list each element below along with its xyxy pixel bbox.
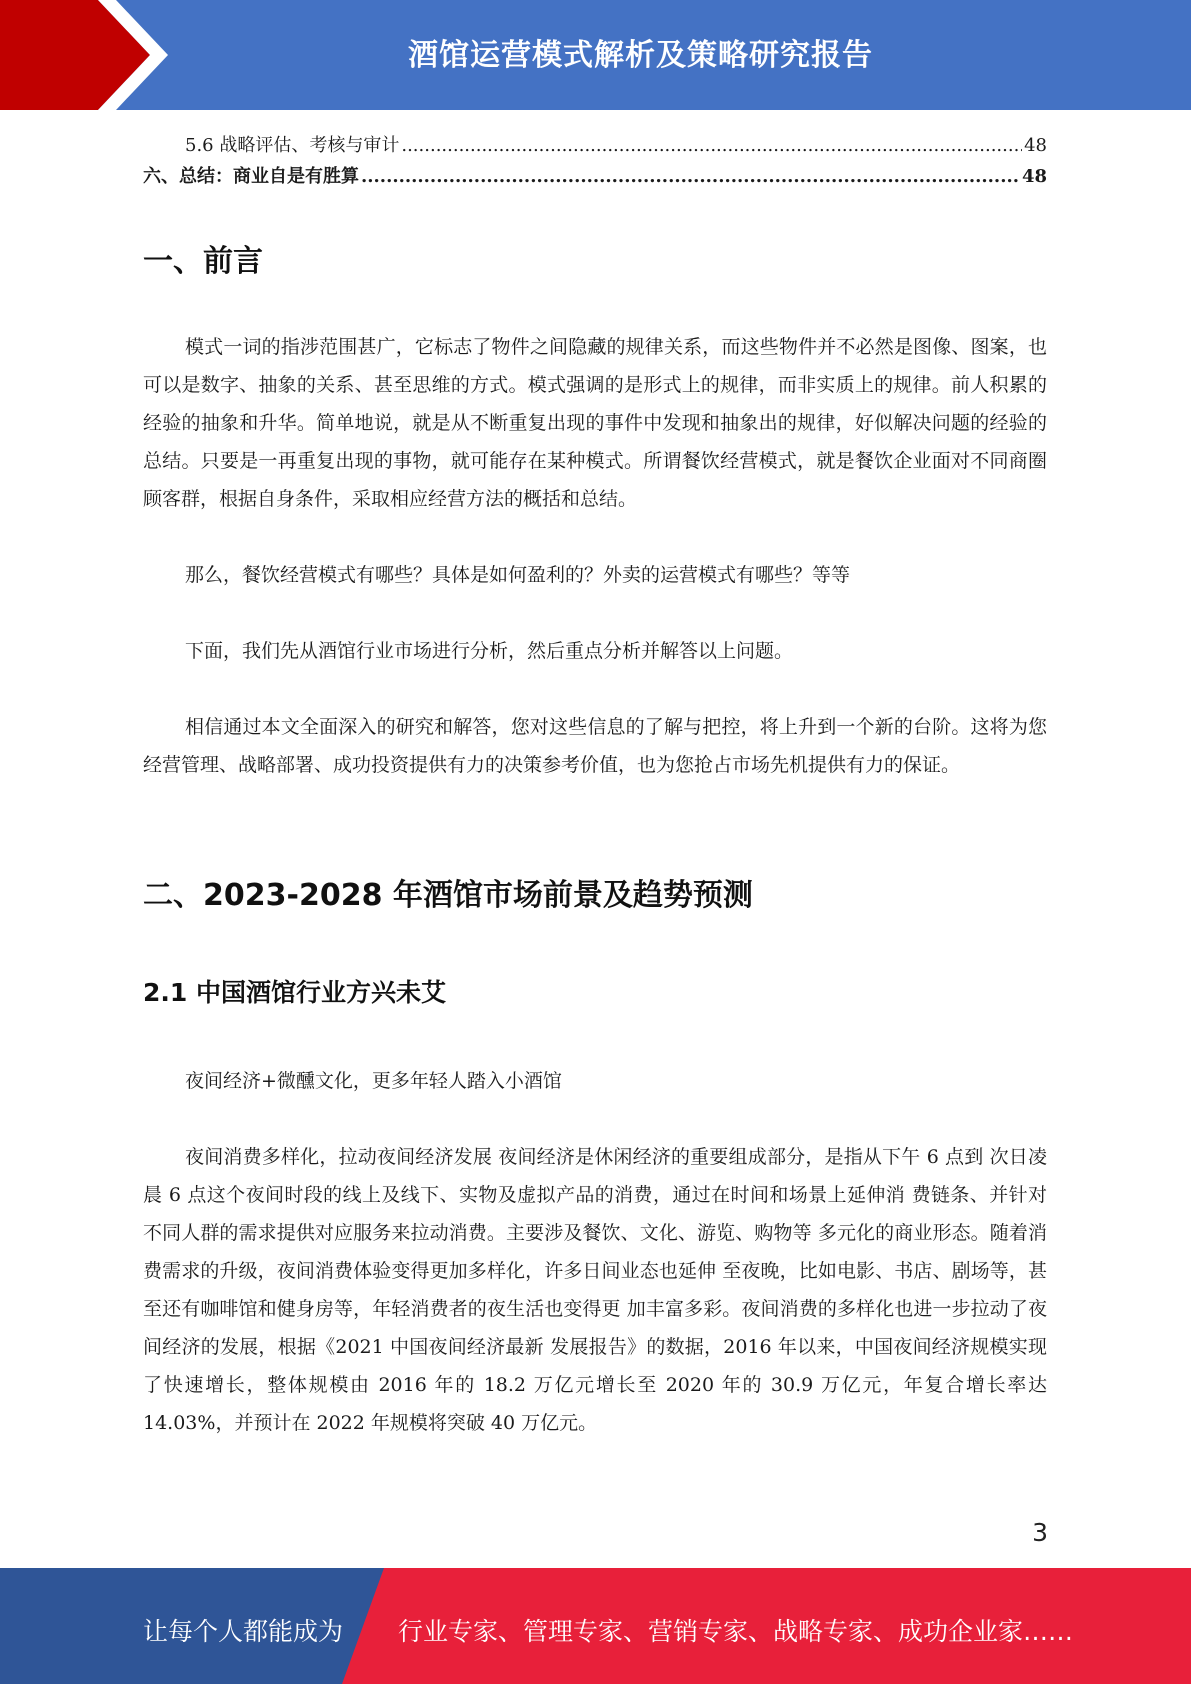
toc-leader-dots <box>361 166 1020 187</box>
body-paragraph: 相信通过本文全面深入的研究和解答，您对这些信息的了解与把控，将上升到一个新的台阶。这将为您经营管理、战略部署、成功投资提供有力的决策参考价值，也为您抢占市场先机提供有力的保证。 <box>143 716 1047 776</box>
body-paragraph: 那么，餐饮经营模式有哪些？具体是如何盈利的？外卖的运营模式有哪些？等等 <box>185 564 851 586</box>
body-paragraph: 模式一词的指涉范围甚广，它标志了物件之间隐藏的规律关系，而这些物件并不必然是图像、图案，也可以是数字、抽象的关系、甚至思维的方式。模式强调的是形式上的规律，而非实质上的规律。前人积累的经验的抽象和升华。简单地说，就是从不断重复出现的事件中发现和抽象出的规律，好似解决问题的经验的总结。只要是一再重复出现的事物，就可能存在某种模式。所谓餐饮经营模式，就是餐饮企业面对不同商圈顾客群，根据自身条件，采取相应经营方法的概括和总结。 <box>143 336 1047 510</box>
subsection-heading: 2.1 中国酒馆行业方兴未艾 <box>143 978 446 1007</box>
page-number: 3 <box>1032 1518 1048 1547</box>
toc-entry[interactable] <box>143 162 1047 188</box>
toc-leader-dots <box>401 135 1022 156</box>
toc-entry-label: 5.6 战略评估、考核与审计 <box>185 135 400 156</box>
section-heading: 一、前言 <box>143 244 263 279</box>
toc-entry-label: 六、总结：商业自是有胜算 <box>143 166 359 187</box>
body-paragraph: 夜间经济+微醺文化，更多年轻人踏入小酒馆 <box>185 1070 562 1092</box>
toc-entry-page: 48 <box>1024 135 1047 156</box>
body-paragraph: 下面，我们先从酒馆行业市场进行分析，然后重点分析并解答以上问题。 <box>185 640 794 662</box>
page-header <box>0 0 1191 110</box>
toc-entry-page: 48 <box>1021 166 1047 187</box>
section-heading: 二、2023-2028 年酒馆市场前景及趋势预测 <box>143 878 753 913</box>
toc-entry[interactable] <box>143 131 1047 157</box>
footer-slogan-right: 行业专家、管理专家、营销专家、战略专家、成功企业家…… <box>398 1617 1074 1646</box>
body-paragraph: 夜间消费多样化，拉动夜间经济发展 夜间经济是休闲经济的重要组成部分，是指从下午 6 点到 次日凌晨 6 点这个夜间时段的线上及线下、实物及虚拟产品的消费，通过在时间和场景上延伸消 费链条、并针对不同人群的需求提供对应服务来拉动消费。主要涉及餐饮、文化、游览、购物等 多元化的商业形态。随着消费需求的升级，夜间消费体验变得更加多样化，许多日间业态也延伸 至夜晚，比如电影、书店、剧场等，甚至还有咖啡馆和健身房等，年轻消费者的夜生活也变得更 加丰富多彩。夜间消费的多样化也进一步拉动了夜间经济的发展，根据《2021 中国夜间经济最新 发展报告》的数据，2016 年以来，中国夜间经济规模实现了快速增长，整体规模由 2016 年的 18.2 万亿元增长至 2020 年的 30.9 万亿元，年复合增长率达 14.03%，并预计在 2022 年规模将突破 40 万亿元。 <box>143 1146 1047 1434</box>
page-footer <box>0 1568 1191 1684</box>
footer-slogan-left: 让每个人都能成为 <box>143 1617 344 1646</box>
report-title: 酒馆运营模式解析及策略研究报告 <box>408 38 873 73</box>
